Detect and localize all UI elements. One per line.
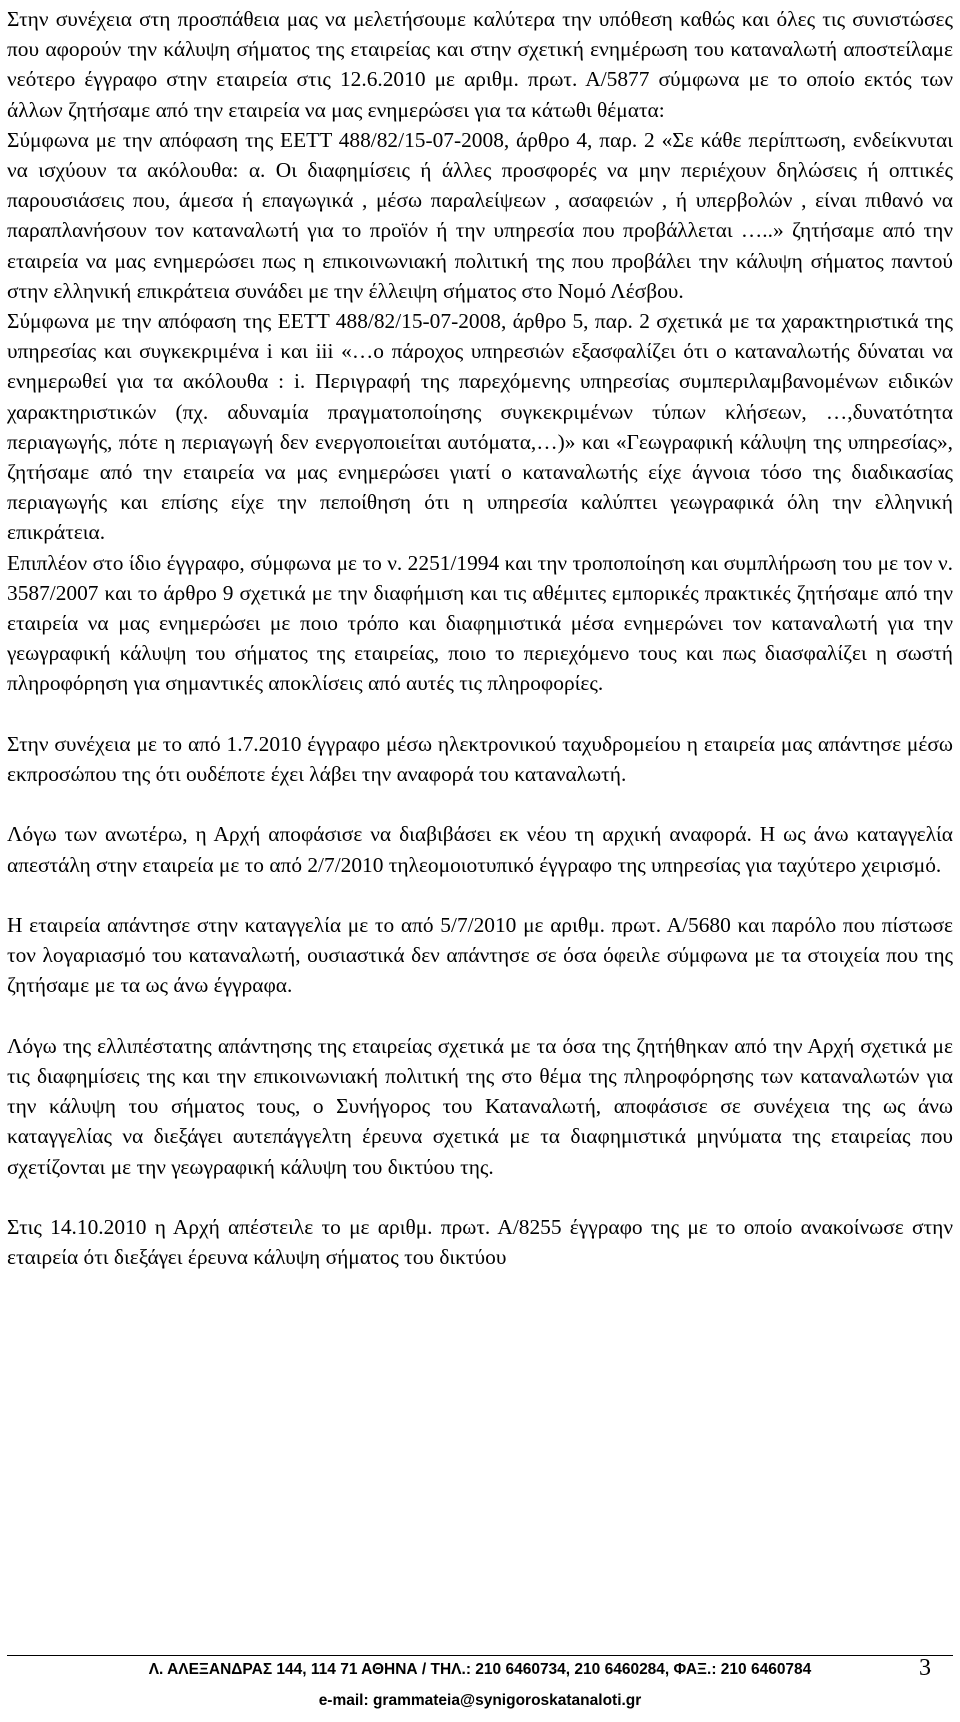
paragraph: Σύμφωνα με την απόφαση της ΕΕΤΤ 488/82/15-07-2008, άρθρο 4, παρ. 2 «Σε κάθε περίπτωση, ενδείκνυται να ισχύουν τα ακόλουθα: α. Οι διαφημίσεις ή άλλες προσφορές να μην περιέχουν δηλώσεις ή οπτικές παρουσιάσεις που, άμεσα ή επαγωγικά , μέσω παραλείψεων , ασαφειών , ή υπερβολών , είναι πιθανό να παραπλανήσουν τον καταναλωτή για το προϊόν ή την υπηρεσία που προβάλλεται …..» ζητήσαμε από την εταιρεία να μας ενημερώσει πως η επικοινωνιακή πολιτική της που προβάλει την κάλυψη σήματος παντού στην ελληνική επικράτεια συνάδει με την έλλειψη σήματος στο Νομό Λέσβου. [7,127,953,303]
paragraph: Στην συνέχεια με το από 1.7.2010 έγγραφο μέσω ηλεκτρονικού ταχυδρομείου η εταιρεία μας απάντησε μέσω εκπροσώπου της ότι ουδέποτε έχει λάβει την αναφορά του καταναλωτή. [7,731,953,787]
paragraph: Επιπλέον στο ίδιο έγγραφο, σύμφωνα με το ν. 2251/1994 και την τροποποίηση και συμπλήρωση του με τον ν. 3587/2007 και το άρθρο 9 σχετικά με την διαφήμιση και τις αθέμιτες εμπορικές πρακτικές ζητήσαμε από την εταιρεία να μας ενημερώσει με ποιο τρόπο και διαφημιστικά μέσα ενημερώνει τον καταναλωτή για την γεωγραφική κάλυψη του σήματος της εταιρείας, ποιο το περιεχόμενο τους και πως διασφαλίζει η σωστή πληροφόρηση για σημαντικές αποκλίσεις από αυτές τις πληροφορίες. [7,550,953,696]
document-page [7,0,953,1722]
paragraph: Σύμφωνα με την απόφαση της ΕΕΤΤ 488/82/15-07-2008, άρθρο 5, παρ. 2 σχετικά με τα χαρακτηριστικά της υπηρεσίας και συγκεκριμένα i και iii «…ο πάροχος υπηρεσιών εξασφαλίζει ότι ο καταναλωτής δύναται να ενημερωθεί για τα ακόλουθα : i. Περιγραφή της παρεχόμενης υπηρεσίας συμπεριλαμβανομένων ειδικών χαρακτηριστικών (πχ. αδυναμία πραγματοποίησης συγκεκριμένων τύπων κλήσεων, …,δυνατότητα περιαγωγής, πότε η περιαγωγή δεν ενεργοποιείται αυτόματα,…)» και «Γεωγραφική κάλυψη της υπηρεσίας», ζητήσαμε από την εταιρεία να μας ενημερώσει γιατί ο καταναλωτής είχε άγνοια τόσο της διαδικασίας περιαγωγής και επίσης είχε την πεποίθηση ότι η υπηρεσία καλύπτει γεωγραφικά όλη την ελληνική επικράτεια. [7,309,953,545]
paragraph-spacer [7,880,953,910]
paragraph-spacer [7,699,953,729]
paragraph: Λόγω των ανωτέρω, η Αρχή αποφάσισε να διαβιβάσει εκ νέου τη αρχική αναφορά. Η ως άνω καταγγελία απεστάλη στην εταιρεία με το από 2/7/2010 τηλεομοιοτυπικό έγγραφο της υπηρεσίας για ταχύτερο χειρισμό. [7,822,953,877]
page-number: 3 [919,1655,931,1681]
footer-divider [7,1655,953,1656]
paragraph: Στην συνέχεια στη προσπάθεια μας να μελετήσουμε καλύτερα την υπόθεση καθώς και όλες τις συνιστώσες που αφορούν την κάλυψη σήματος της εταιρείας και στην σχετική ενημέρωση του καταναλωτή αποστείλαμε νεότερο έγγραφο στην εταιρεία στις 12.6.2010 με αριθμ. πρωτ. Α/5877 σύμφωνα με το οποίο εκτός των άλλων ζητήσαμε από την εταιρεία να μας ενημερώσει για τα κάτωθι θέματα: [7,7,953,122]
paragraph: Στις 14.10.2010 η Αρχή απέστειλε το με αριθμ. πρωτ. Α/8255 έγγραφο της με το οποίο ανακοίνωσε στην εταιρεία ότι διεξάγει έρευνα κάλυψη σήματος του δικτύου [7,1215,953,1270]
paragraph-spacer [7,789,953,819]
paragraph: Η εταιρεία απάντησε στην καταγγελία με το από 5/7/2010 με αριθμ. πρωτ. Α/5680 και παρόλο που πίστωσε τον λογαριασμό του καταναλωτή, ουσιαστικά δεν απάντησε σε όσα όφειλε σύμφωνα με τα στοιχεία που της ζητήσαμε με τα ως άνω έγγραφα. [7,913,953,998]
paragraph: Λόγω της ελλιπέστατης απάντησης της εταιρείας σχετικά με τα όσα της ζητήθηκαν από την Αρχή σχετικά με τις διαφημίσεις της και την επικοινωνιακή πολιτική της στο θέμα της πληροφόρησης των καταναλωτών για την κάλυψη του σήματος τους, ο Συνήγορος του Καταναλωτή, αποφάσισε σε συνέχεια της ως άνω καταγγελίας να διεξάγει αυτεπάγγελτη έρευνα σχετικά με τα διαφημιστικά μηνύματα της εταιρείας που σχετίζονται με την γεωγραφική κάλυψη του δικτύου της. [7,1033,953,1179]
document-body [7,4,953,1272]
footer-email: e-mail: grammateia@synigoroskatanaloti.gr [318,1692,642,1709]
paragraph-spacer [7,1182,953,1212]
paragraph-spacer [7,1001,953,1031]
footer-address: Λ. ΑΛΕΞΑΝΔΡΑΣ 144, 114 71 ΑΘΗΝΑ / ΤΗΛ.: 210 6460734, 210 6460284, ΦΑΞ.: 210 6460784 [148,1661,812,1678]
